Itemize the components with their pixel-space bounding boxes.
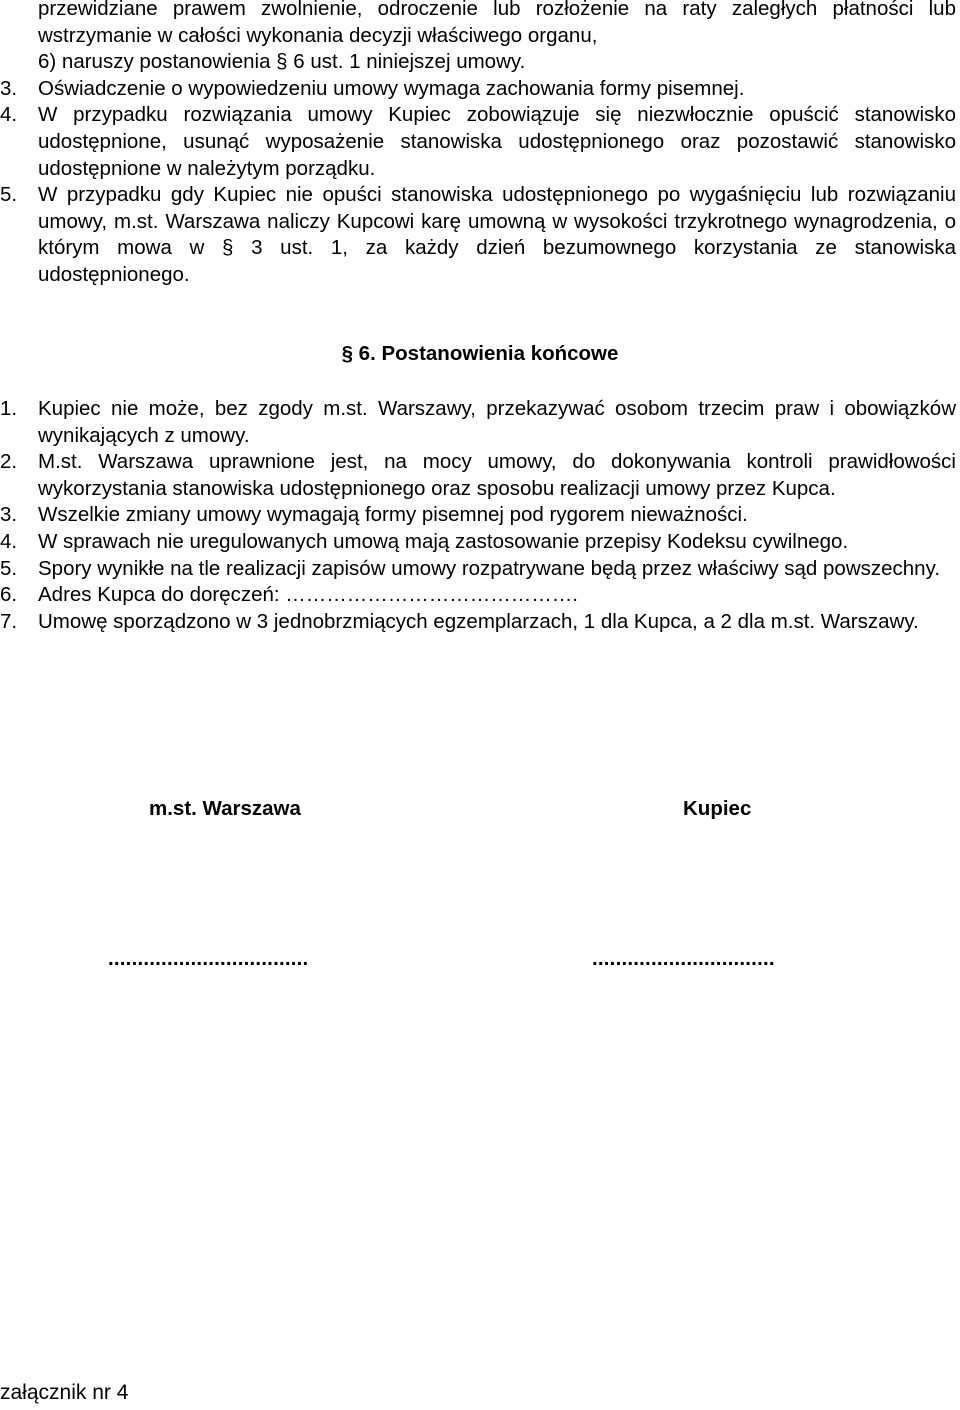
item-text: W sprawach nie uregulowanych umową mają zastosowanie przepisy Kodeksu cywilnego. [38, 529, 849, 553]
attachment-label: załącznik nr 4 [0, 1381, 129, 1404]
item-text: Oświadczenie o wypowiedzeniu umowy wymaga zachowania formy pisemnej. [38, 76, 745, 100]
item-number: 1. [0, 397, 18, 420]
item-number: 3. [0, 503, 18, 527]
item-number: 4. [0, 103, 18, 127]
section-5-item-5 [0, 182, 960, 288]
section-5-subitem-6: 6) naruszy postanowienia § 6 ust. 1 niniejszej umowy. [38, 50, 526, 74]
item-text: Wszelkie zmiany umowy wymagają formy pisemnej pod rygorem nieważności. [38, 503, 748, 527]
item-number: 2. [0, 450, 18, 474]
item-text: Umowę sporządzono w 3 jednobrzmiących egzemplarzach, 1 dla Kupca, a 2 dla m.st. Warszawy. [38, 609, 919, 633]
item-number: 3. [0, 76, 18, 100]
section-5-item-4 [0, 102, 960, 182]
item-text: M.st. Warszawa uprawnione jest, na mocy umowy, do dokonywania kontroli prawidłowości wykorzystania stanowiska udostępnionego oraz sposobu realizacji umowy przez Kupca. [38, 450, 956, 500]
signature-line-merchant: ............................... [592, 947, 775, 970]
item-number: 7. [0, 609, 18, 633]
section-6-item-4 [0, 529, 960, 556]
section-6-item-2 [0, 449, 960, 502]
item-text: W przypadku gdy Kupiec nie opuści stanowiska udostępnionego po wygaśnięciu lub rozwiązaniu umowy, m.st. Warszawa naliczy Kupcowi karę umowną w wysokości trzykrotnego wynagrodzenia, o którym mowa w § 3 ust. 1, za każdy dzień bezumownego korzystania ze stanowiska udostępnionego. [38, 183, 956, 286]
section-6-heading: § 6. Postanowienia końcowe [341, 342, 619, 365]
section-6-block [0, 396, 960, 635]
section-5-continuation: przewidziane prawem zwolnienie, odroczenie lub rozłożenie na raty zaległych płatności lub wstrzymanie w całości wykonania decyzji właściwego organu, [38, 0, 956, 47]
section-5-block [0, 0, 960, 289]
signature-label-merchant: Kupiec [683, 797, 752, 820]
item-number: 4. [0, 529, 18, 553]
item-number: 5. [0, 183, 18, 207]
section-6-item-6 [0, 582, 960, 609]
section-6-item-3 [0, 502, 960, 529]
section-6-item-7 [0, 609, 960, 636]
signature-label-city: m.st. Warszawa [149, 797, 301, 820]
item-number: 6. [0, 583, 18, 607]
address-field: Adres Kupca do doręczeń: ……………………………………. [38, 583, 578, 607]
signature-line-city: .................................. [108, 947, 309, 970]
item-text: Kupiec nie może, bez zgody m.st. Warszawy, przekazywać osobom trzecim praw i obowiązków wynikających z umowy. [38, 397, 956, 447]
section-6-item-5 [0, 556, 960, 583]
item-text: Spory wynikłe na tle realizacji zapisów umowy rozpatrywane będą przez właściwy sąd powszechny. [38, 556, 941, 580]
section-6-item-1 [0, 396, 960, 449]
section-5-item-3 [0, 76, 960, 103]
item-text: W przypadku rozwiązania umowy Kupiec zobowiązuje się niezwłocznie opuścić stanowisko udostępnione, usunąć wyposażenie stanowiska udostępnionego oraz pozostawić stanowisko udostępnione w należytym porządku. [38, 103, 956, 180]
item-number: 5. [0, 556, 18, 580]
